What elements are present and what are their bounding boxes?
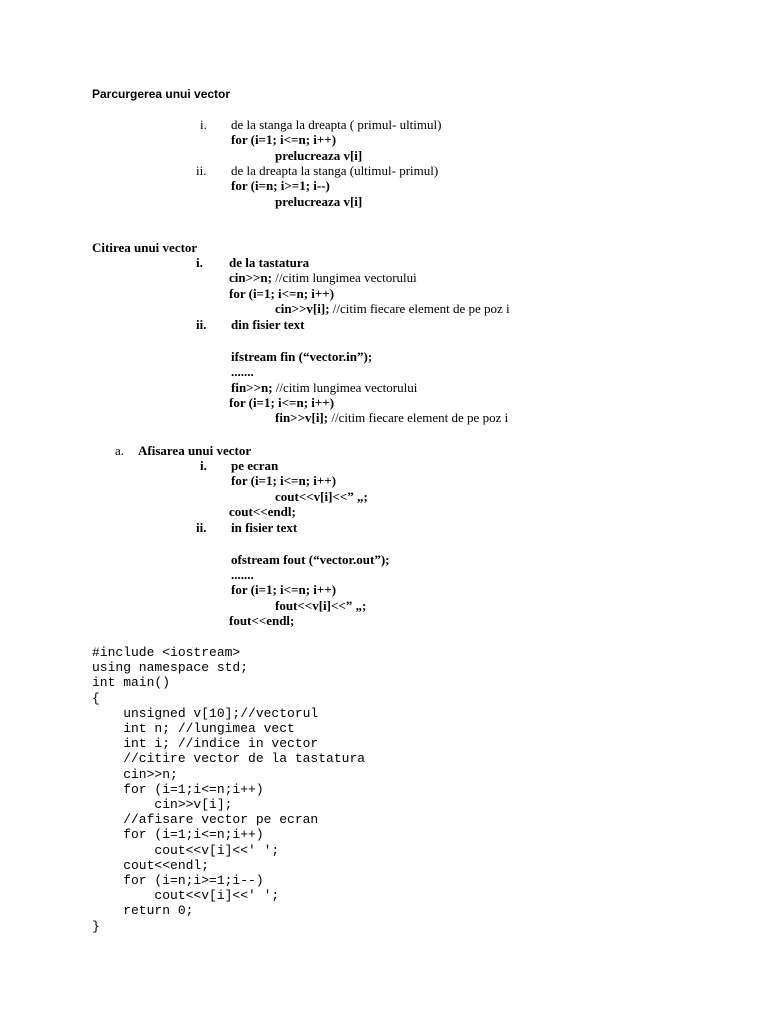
code-listing-line: //citire vector de la tastatura [92,751,366,767]
code-line: for (i=1; i<=n; i++) [231,132,337,147]
code-listing-line: for (i=n;i>=1;i--) [92,873,264,888]
section-title-citire: Citirea unui vector [92,240,198,255]
code-listing-line: cout<<v[i]<<' '; [92,842,280,858]
code-comment: //citim lungimea vectorului [272,270,417,285]
section-title-parcurgere: Parcurgerea unui vector [92,87,231,101]
code-listing-line: unsigned v[10];//vectorul [92,705,319,721]
code-comment: //citim lungimea vectorului [272,380,418,395]
list-number: ii. [196,317,207,332]
code-line [229,271,417,284]
code-line: fout<<v[i]<<” „; [275,598,367,613]
list-item-heading: pe ecran [231,458,279,473]
code-line: for (i=1; i<=n; i++) [231,473,337,488]
section-title-afisare: Afisarea unui vector [138,443,252,458]
code-line: ifstream fin (“vector.in”); [231,349,373,364]
list-item-text: de la stanga la dreapta ( primul- ultimul) [231,117,442,132]
ellipsis: ....... [231,364,254,379]
list-item-heading: de la tastatura [229,255,310,270]
code-listing-line: cin>>n; [92,766,178,782]
list-number: i. [196,255,203,270]
code-line [275,411,508,424]
code-line: ofstream fout (“vector.out”); [231,552,390,567]
list-item-text: de la dreapta la stanga (ultimul- primul) [231,163,439,178]
code-statement: fin>>n; [231,380,273,395]
list-number: ii. [196,163,207,178]
code-listing-line: #include <iostream> [92,645,241,660]
code-line: for (i=1; i<=n; i++) [229,395,335,410]
code-listing-line: for (i=1;i<=n;i++) [92,827,264,843]
code-listing-line: using namespace std; [92,660,249,676]
code-comment: //citim fiecare element de pe poz i [328,410,509,425]
code-line: for (i=n; i>=1; i--) [231,178,330,193]
list-number: ii. [196,520,207,535]
code-line [231,381,417,394]
code-listing-line: for (i=1;i<=n;i++) [92,781,264,797]
list-item-heading: in fisier text [231,520,298,535]
code-line: cout<<endl; [229,504,296,519]
code-statement: cin>>n; [229,270,272,285]
code-listing-line: cout<<endl; [92,857,210,873]
code-listing-line: int i; //indice in vector [92,736,319,752]
code-listing-line: { [92,690,100,706]
code-listing-line: } [92,918,100,934]
code-line: for (i=1; i<=n; i++) [229,286,335,301]
list-number: i. [200,117,207,132]
code-listing-line: cout<<v[i]<<' '; [92,888,280,904]
code-comment: //citim fiecare element de pe poz i [329,301,510,316]
code-listing-line: //afisare vector pe ecran [92,812,319,828]
code-line [275,302,510,315]
code-listing-line: int main() [92,675,171,691]
code-line: prelucreaza v[i] [275,194,363,209]
code-listing-line: return 0; [92,903,194,919]
code-line: fout<<endl; [229,613,295,628]
code-line: prelucreaza v[i] [275,148,363,163]
code-line: for (i=1; i<=n; i++) [231,582,337,597]
code-listing-line: cin>>v[i]; [92,797,233,812]
list-item-heading: din fisier text [231,317,305,332]
list-number: i. [200,458,207,473]
code-statement: fin>>v[i]; [275,410,329,425]
code-line: cout<<v[i]<<” „; [275,489,368,504]
code-listing-line: int n; //lungimea vect [92,721,295,736]
ellipsis: ....... [231,567,254,582]
list-letter: a. [115,443,125,458]
code-statement: cin>>v[i]; [275,301,330,316]
